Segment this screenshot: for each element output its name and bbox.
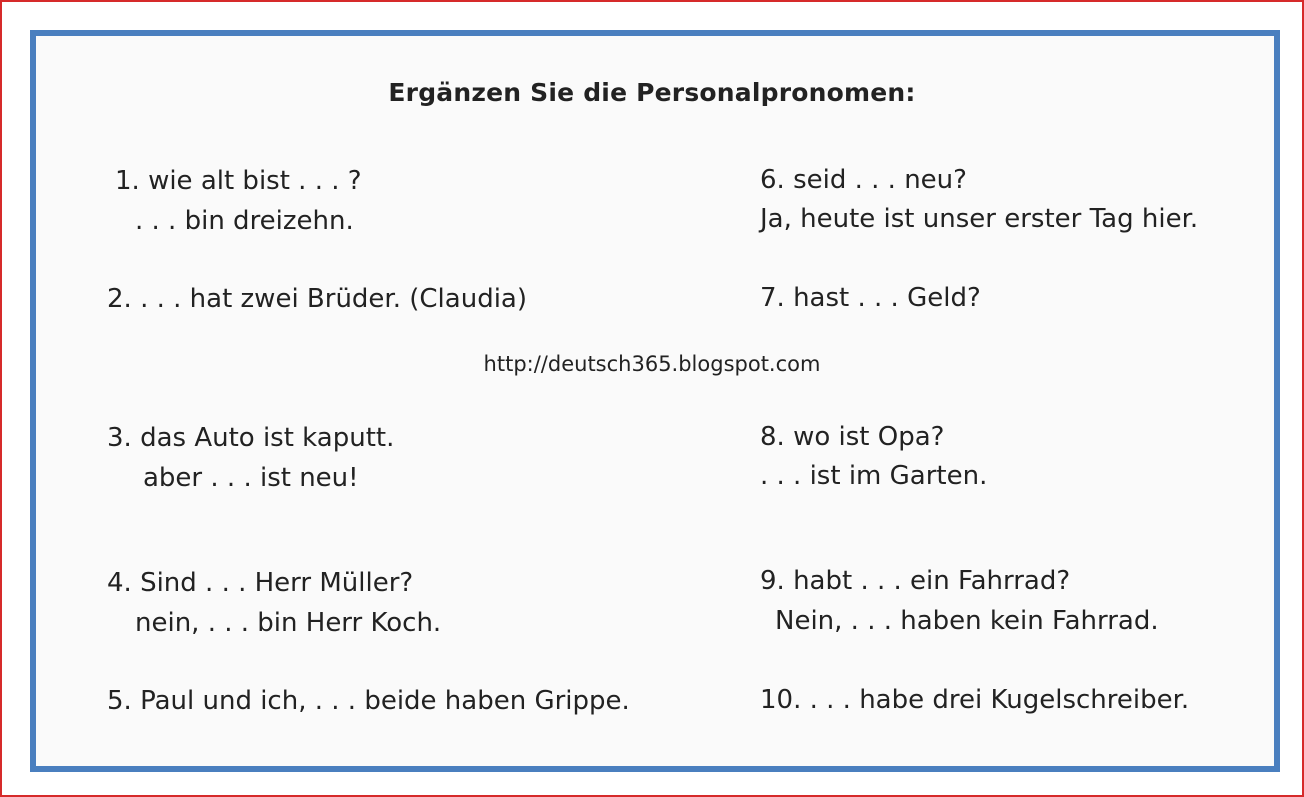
item-7-question: 7. hast . . . Geld? xyxy=(760,283,981,313)
item-9-question: 9. habt . . . ein Fahrrad? xyxy=(760,566,1071,596)
item-3-question: 3. das Auto ist kaputt. xyxy=(107,423,395,453)
worksheet-title: Ergänzen Sie die Personalpronomen: xyxy=(388,78,916,107)
item-3-answer: aber . . . ist neu! xyxy=(143,463,359,493)
source-url: http://deutsch365.blogspot.com xyxy=(483,352,821,376)
item-1-question: 1. wie alt bist . . . ? xyxy=(115,166,362,196)
item-5-question: 5. Paul und ich, . . . beide haben Grippe. xyxy=(107,686,630,716)
item-9-answer: Nein, . . . haben kein Fahrrad. xyxy=(775,606,1159,636)
item-4-question: 4. Sind . . . Herr Müller? xyxy=(107,568,414,598)
item-10-question: 10. . . . habe drei Kugelschreiber. xyxy=(760,685,1190,715)
item-2-question: 2. . . . hat zwei Brüder. (Claudia) xyxy=(107,284,527,314)
item-4-answer: nein, . . . bin Herr Koch. xyxy=(135,608,442,638)
item-8-answer: . . . ist im Garten. xyxy=(760,461,988,491)
worksheet-box xyxy=(30,30,1280,772)
item-8-question: 8. wo ist Opa? xyxy=(760,422,945,452)
item-6-question: 6. seid . . . neu? xyxy=(760,165,967,195)
item-1-answer: . . . bin dreizehn. xyxy=(135,206,354,236)
item-6-answer: Ja, heute ist unser erster Tag hier. xyxy=(760,204,1199,234)
